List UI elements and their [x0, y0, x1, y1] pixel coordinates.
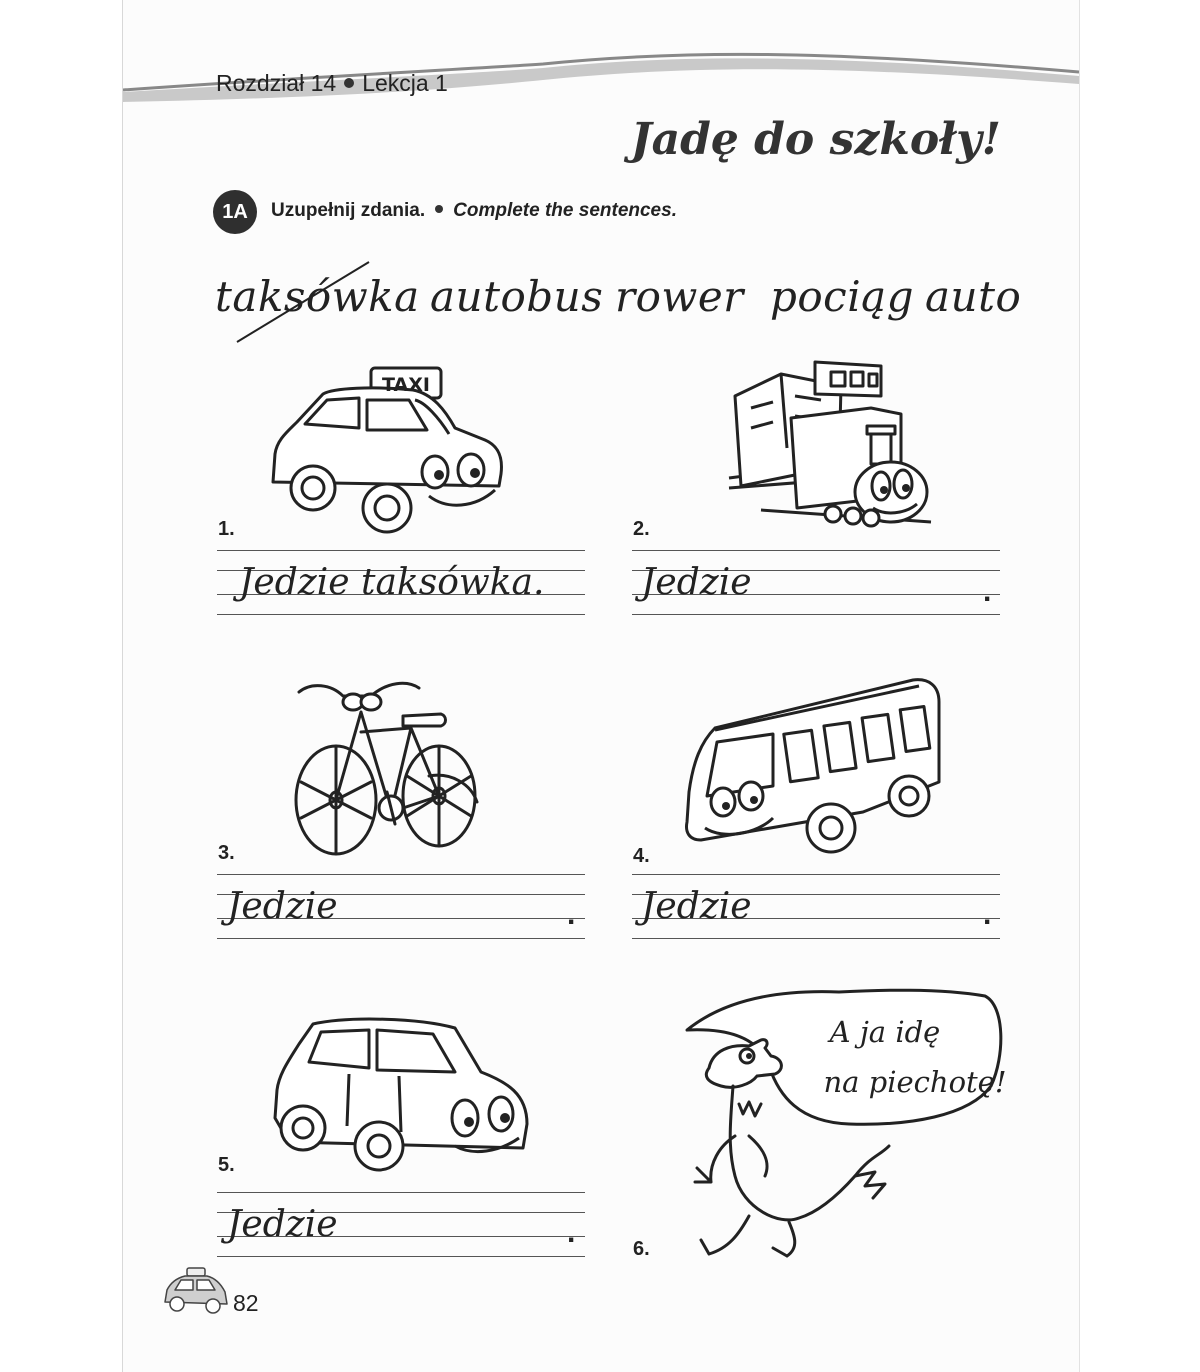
bus-icon: [683, 672, 948, 862]
page-title: Jadę do szkoły!: [630, 114, 1001, 165]
word-bank-item: taksówka: [215, 272, 420, 321]
taxi-icon: [263, 362, 513, 537]
sentence-period: .: [567, 1216, 576, 1249]
word-bank-item: rower: [615, 272, 744, 321]
task-badge: 1A: [213, 190, 257, 234]
exercise-number: 5.: [218, 1154, 235, 1176]
train-icon: [721, 356, 941, 536]
sentence-period: .: [983, 575, 992, 608]
speech-bubble-line-2: na piechotę!: [823, 1065, 1007, 1099]
chapter-lesson-label: [216, 70, 448, 97]
exercise-number: 6.: [633, 1238, 650, 1260]
car-icon: [269, 1014, 531, 1178]
speech-bubble-line-1: A ja idę: [829, 1015, 941, 1049]
taxi-sign-label: TAXI: [382, 374, 430, 396]
taxi-icon: [161, 1266, 231, 1316]
exercise-number: 4.: [633, 845, 650, 867]
exercise-number: 3.: [218, 842, 235, 864]
exercise-answer: Jedzie taksówka.: [239, 562, 545, 603]
page-number: 82: [233, 1290, 259, 1316]
instruction-english: Complete the sentences.: [453, 200, 677, 221]
sentence-period: .: [567, 898, 576, 931]
exercise-answer: Jedzie: [227, 1204, 338, 1245]
word-bank-item: pociąg: [770, 272, 915, 321]
exercise-answer: Jedzie: [641, 562, 752, 603]
exercise-answer: Jedzie: [641, 886, 752, 927]
crossed-out-line: [233, 258, 373, 348]
word-bank-item: autobus: [430, 272, 604, 321]
bicycle-icon: [291, 672, 491, 862]
sentence-period: .: [983, 898, 992, 931]
bullet-icon: [435, 205, 443, 213]
exercise-answer: Jedzie: [227, 886, 338, 927]
workbook-page: [122, 0, 1080, 1372]
exercise-number: 2.: [633, 518, 650, 540]
exercise-number: 1.: [218, 518, 235, 540]
instruction-polish: Uzupełnij zdania.: [271, 200, 426, 221]
dragon-icon: [639, 986, 1009, 1266]
bullet-icon: [344, 78, 354, 88]
lesson-label: Lekcja 1: [362, 70, 448, 96]
task-instruction: [271, 200, 677, 222]
word-bank-item: auto: [925, 272, 1022, 321]
chapter-label: Rozdział 14: [216, 70, 337, 96]
